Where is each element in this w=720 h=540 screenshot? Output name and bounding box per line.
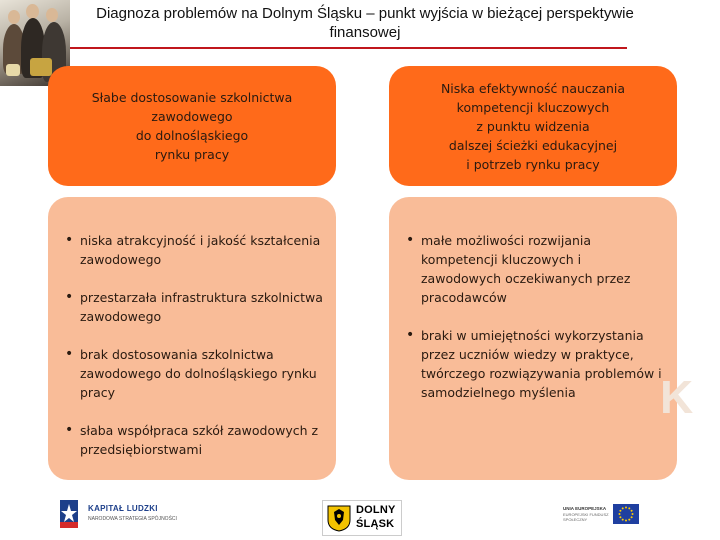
list-item: • słaba współpraca szkół zawodowych z przedsiębiorstwami xyxy=(58,421,326,459)
dolny-slask-crest-icon xyxy=(326,504,352,532)
title-divider xyxy=(70,47,627,49)
dolny-slask-logo xyxy=(322,500,402,536)
dolny-label: DOLNY xyxy=(356,504,396,516)
left-header-text: Słabe dostosowanie szkolnictwa zawodowego do dolnośląskiego rynku pracy xyxy=(91,90,293,162)
right-body-box xyxy=(389,197,677,480)
footer-logos xyxy=(0,492,720,540)
eu-label: UNIA EUROPEJSKA xyxy=(563,506,607,511)
right-header-text: Niska efektywność nauczania kompetencji kluczowych z punktu widzenia dalszej ścieżki edukacyjnej i potrzeb rynku pracy xyxy=(440,80,626,172)
list-item: • brak dostosowania szkolnictwa zawodowego do dolnośląskiego rynku pracy xyxy=(58,345,326,402)
left-body-box xyxy=(48,197,336,480)
page-title: Diagnoza problemów na Dolnym Śląsku – punkt wyjścia w bieżącej perspektywie finansowej xyxy=(96,5,634,41)
list-item: • przestarzała infrastruktura szkolnictwa zawodowego xyxy=(58,288,326,326)
right-bullet-list xyxy=(399,231,663,402)
slask-label: ŚLĄSK xyxy=(356,518,395,530)
kapital-ludzki-sublabel: NARODOWA STRATEGIA SPÓJNOŚCI xyxy=(88,516,177,522)
list-item: • małe możliwości rozwijania kompetencji kluczowych i zawodowych oczekiwanych przez pracodawców xyxy=(399,231,663,307)
kapital-ludzki-label: KAPITAŁ LUDZKI xyxy=(88,504,158,513)
right-header-box xyxy=(389,66,677,186)
eu-flag-icon xyxy=(613,504,639,524)
eu-sublabel: EUROPEJSKI FUNDUSZ SPOŁECZNY xyxy=(563,512,609,522)
list-item: • braki w umiejętności wykorzystania przez uczniów wiedzy w praktyce, twórczego rozwiązywania problemów i samodzielnego myślenia xyxy=(399,326,663,402)
watermark-glyph: K xyxy=(660,371,694,423)
left-header-box xyxy=(48,66,336,186)
list-item: • niska atrakcyjność i jakość kształcenia zawodowego xyxy=(58,231,326,269)
left-bullet-list xyxy=(58,231,326,459)
kapital-ludzki-star-icon xyxy=(60,500,78,528)
